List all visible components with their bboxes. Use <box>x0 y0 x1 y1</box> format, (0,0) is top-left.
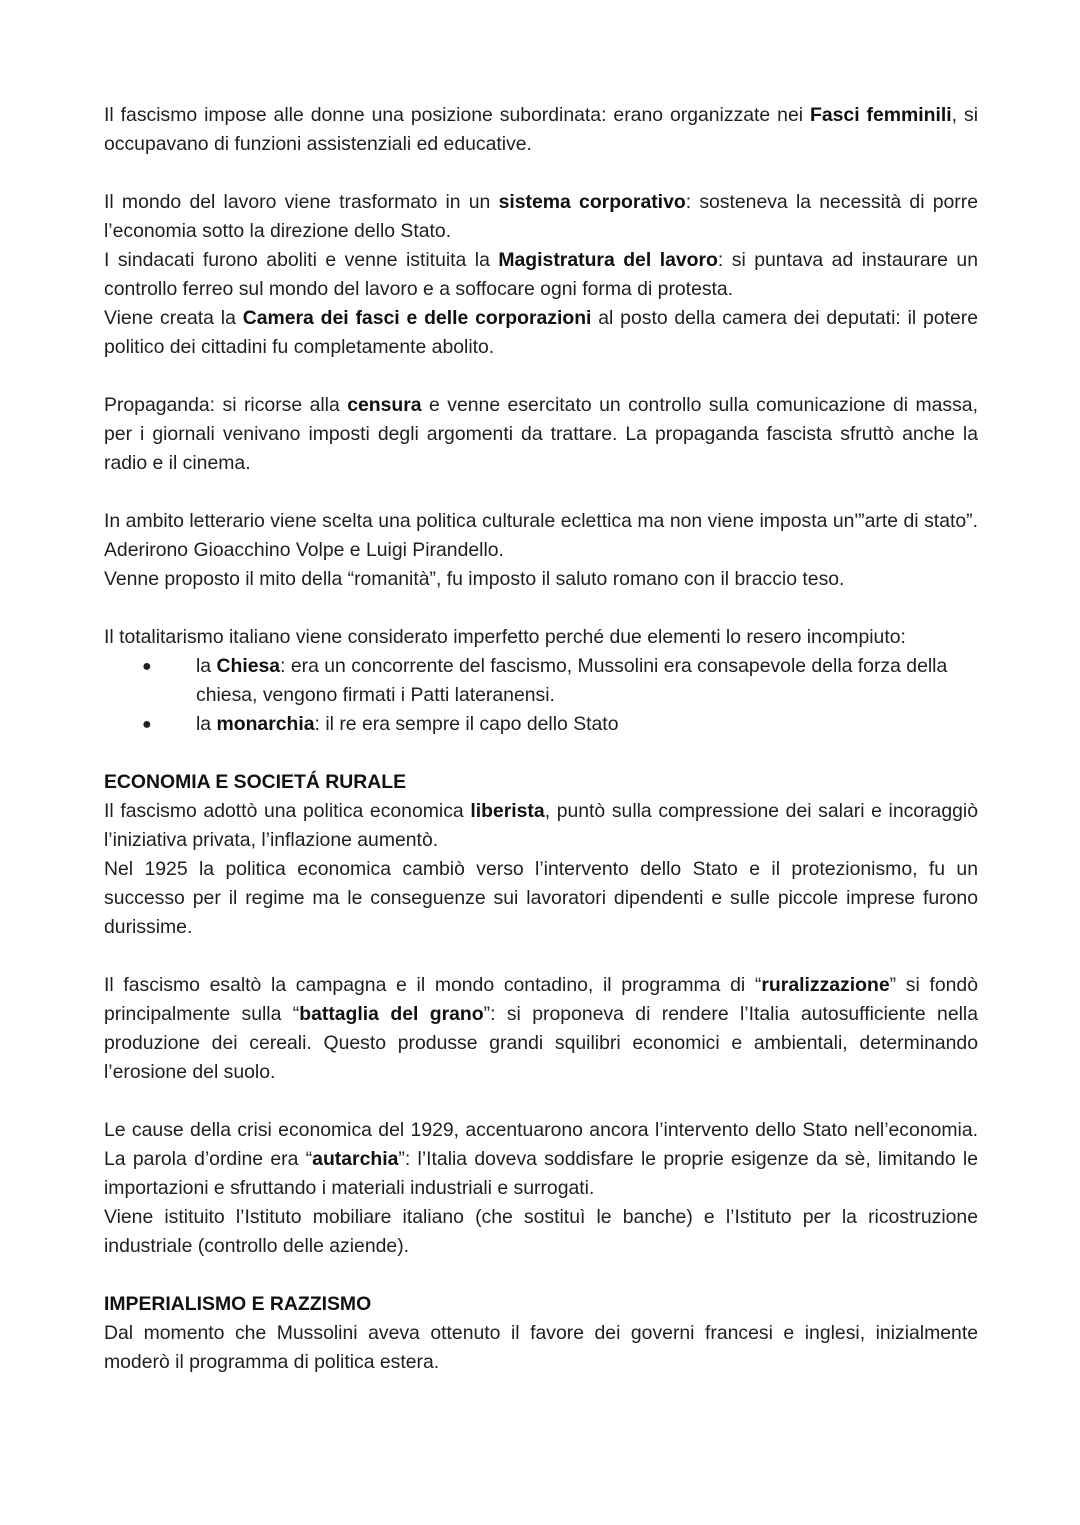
paragraph-1925: Nel 1925 la politica economica cambiò verso l’intervento dello Stato e il protezionismo, fu un successo per il regime ma le conseguenze sui lavoratori dipendenti e sulle piccole imprese furono durissime. <box>104 858 978 938</box>
bold-term: battaglia del grano <box>299 1003 484 1025</box>
paragraph-camera-fasci: Viene creata la Camera dei fasci e delle corporazioni al posto della camera dei deputati: il potere politico dei cittadini fu completamente abolito. <box>104 307 978 358</box>
bold-term: monarchia <box>216 713 315 735</box>
bold-term: sistema corporativo <box>498 191 686 213</box>
bold-term: Chiesa <box>216 655 281 677</box>
paragraph-liberista: Il fascismo adottò una politica economica liberista, puntò sulla compressione dei salari e incoraggiò l’iniziativa privata, l’inflazione aumentò. <box>104 800 978 851</box>
paragraph-fasci-femminili: Il fascismo impose alle donne una posizione subordinata: erano organizzate nei Fasci femminili, si occupavano di funzioni assistenziali ed educative. <box>104 104 978 155</box>
bold-term: Magistratura del lavoro <box>498 249 718 271</box>
paragraph-ambito-letterario: In ambito letterario viene scelta una politica culturale eclettica ma non viene imposta un'”arte di stato”. Aderirono Gioacchino Volpe e Luigi Pirandello. <box>104 510 978 561</box>
list-item: ● la Chiesa: era un concorrente del fascismo, Mussolini era consapevole della forza della chiesa, vengono firmati i Patti lateranensi. <box>104 652 978 710</box>
bullet-icon: ● <box>142 716 152 733</box>
bullet-icon: ● <box>142 658 152 675</box>
document-page <box>104 101 978 1377</box>
bold-term: Camera dei fasci e delle corporazioni <box>242 307 592 329</box>
paragraph-politica-estera: Dal momento che Mussolini aveva ottenuto il favore dei governi francesi e inglesi, inizialmente moderò il programma di politica estera. <box>104 1322 978 1373</box>
paragraph-sistema-corporativo: Il mondo del lavoro viene trasformato in un sistema corporativo: sosteneva la necessità di porre l’economia sotto la direzione dello Stato. <box>104 191 978 242</box>
paragraph-istituti: Viene istituito l’Istituto mobiliare italiano (che sostituì le banche) e l’Istituto per la ricostruzione industriale (controllo delle aziende). <box>104 1206 978 1257</box>
bold-term: Fasci femminili <box>810 104 952 126</box>
section-heading-imperialismo: IMPERIALISMO E RAZZISMO <box>104 1293 372 1315</box>
paragraph-ruralizzazione: Il fascismo esaltò la campagna e il mondo contadino, il programma di “ruralizzazione” si fondò principalmente sulla “battaglia del grano”: si proponeva di rendere l’Italia autosufficiente nella produzione dei cereali. Questo produsse grandi squilibri economici e ambientali, determinando l’erosione del suolo. <box>104 974 979 1083</box>
bold-term: liberista <box>470 800 545 822</box>
paragraph-magistratura: I sindacati furono aboliti e venne istituita la Magistratura del lavoro: si puntava ad instaurare un controllo ferreo sul mondo del lavoro e a soffocare ogni forma di protesta. <box>104 249 978 300</box>
paragraph-autarchia: Le cause della crisi economica del 1929, accentuarono ancora l’intervento dello Stato nell’economia. La parola d’ordine era “autarchia”: l’Italia doveva soddisfare le proprie esigenze da sè, limitando le importazioni e sfruttando i materiali industriali e surrogati. <box>104 1119 978 1199</box>
list-item: ● la monarchia: il re era sempre il capo dello Stato <box>104 710 978 739</box>
paragraph-romanita: Venne proposto il mito della “romanità”, fu imposto il saluto romano con il braccio teso. <box>104 568 845 590</box>
bold-term: autarchia <box>312 1148 399 1170</box>
bold-term: censura <box>347 394 422 416</box>
section-heading-economia: ECONOMIA E SOCIETÁ RURALE <box>104 771 407 793</box>
paragraph-totalitarismo: Il totalitarismo italiano viene considerato imperfetto perché due elementi lo resero incompiuto: <box>104 626 906 648</box>
paragraph-propaganda: Propaganda: si ricorse alla censura e venne esercitato un controllo sulla comunicazione di massa, per i giornali venivano imposti degli argomenti da trattare. La propaganda fascista sfruttò anche la radio e il cinema. <box>104 394 978 474</box>
bold-term: ruralizzazione <box>761 974 890 996</box>
bullet-list <box>104 652 978 739</box>
